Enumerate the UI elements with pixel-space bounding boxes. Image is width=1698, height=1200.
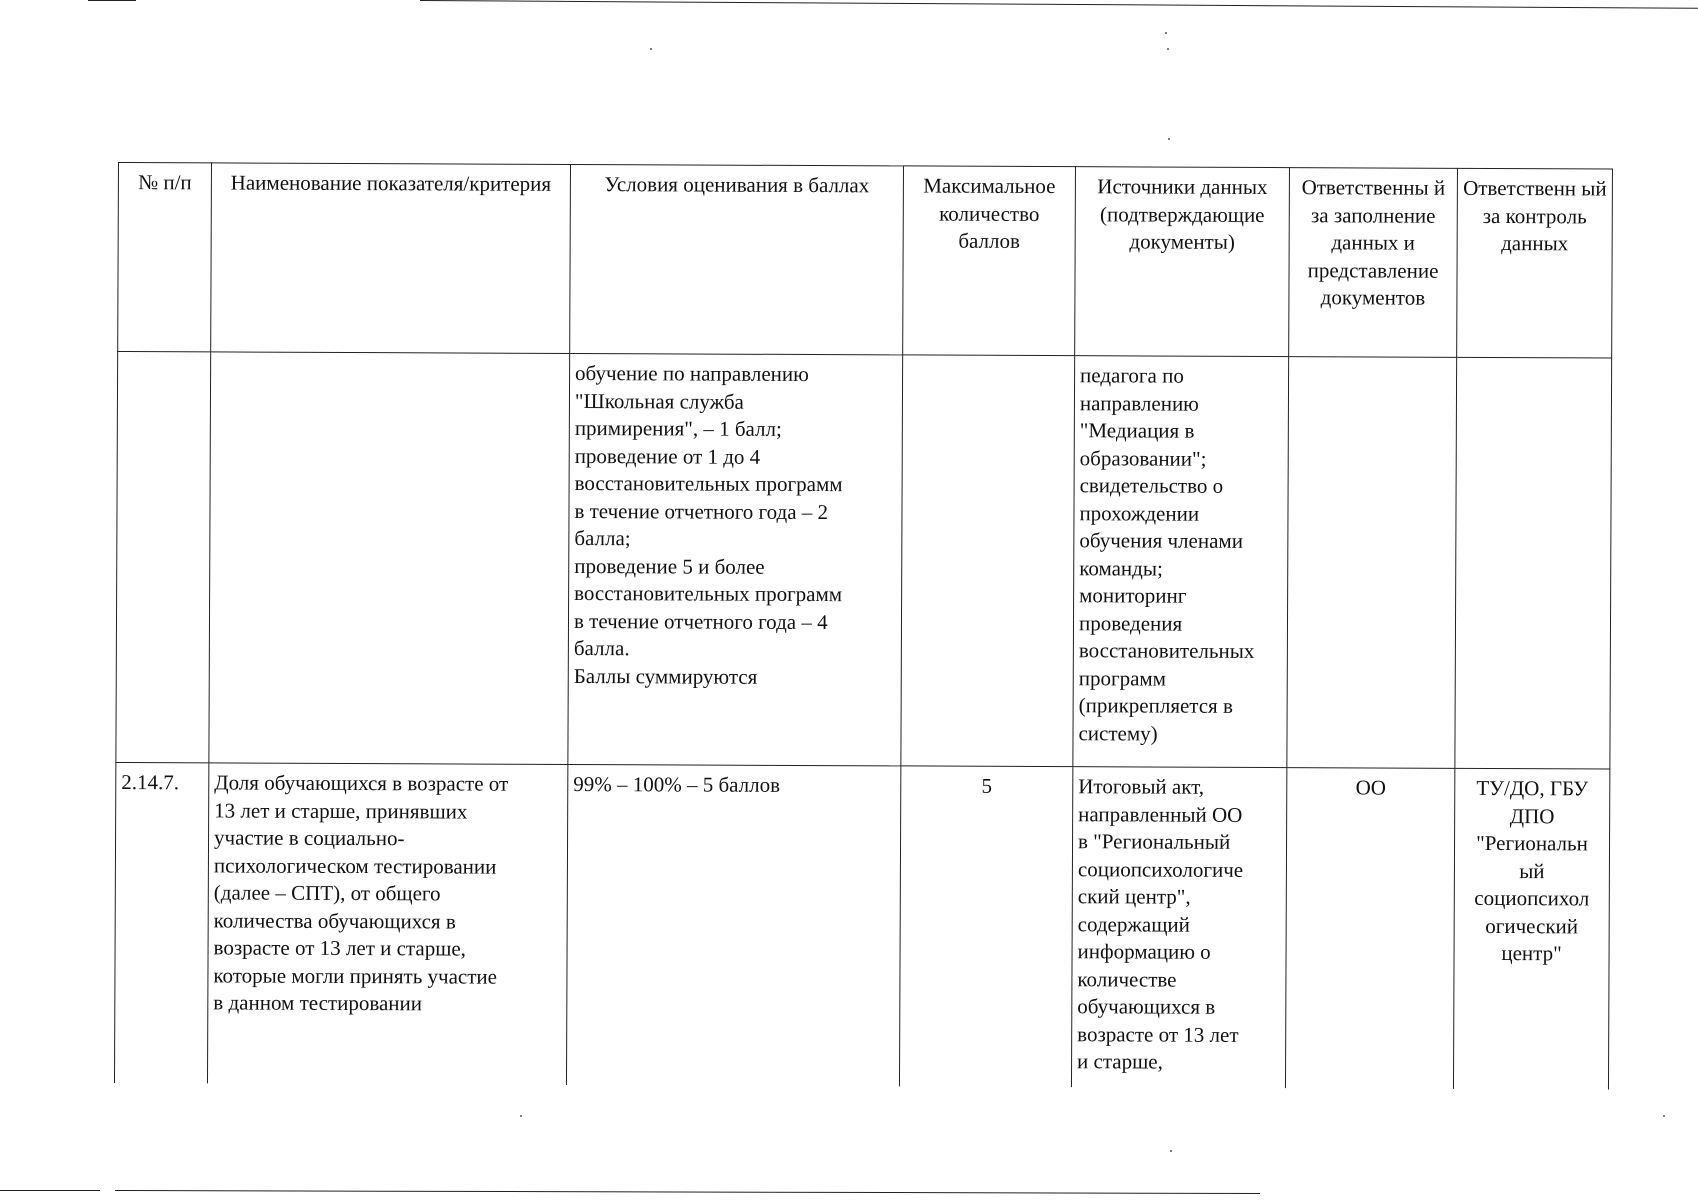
scan-edge-top [420,0,1698,9]
cell-responsible-control [1455,357,1612,769]
cell-indicator-name: Доля обучающихся в возрасте от 13 лет и старше, принявших участие в социально- психологическом тестировании (далее – СПТ), от общего количества обучающихся в возрасте от 13 лет и старше, которые могли принять участие в данном тестировании [207,763,567,1085]
scan-speck [1168,138,1170,140]
cell-responsible-fill [1287,357,1457,769]
scan-edge-bottom [115,1190,1260,1194]
cell-data-sources: педагога по направлению "Медиация в образовании"; свидетельство о прохождении обучения членами команды; мониторинг проведения восстановительных программ (прикрепляется в систему) [1073,356,1289,768]
cell-evaluation-conditions: 99% – 100% – 5 баллов [566,764,900,1086]
scan-speck [650,48,652,50]
header-number: № п/п [118,163,212,352]
scan-speck [1663,1115,1665,1117]
cell-responsible-fill: ОО [1285,768,1454,1089]
header-max-points: Максимальное количество баллов [903,166,1076,356]
header-data-sources: Источники данных (подтверждающие документы) [1075,167,1290,357]
scan-speck [1167,48,1169,50]
cell-evaluation-conditions: обучение по направлению "Школьная служба примирения", – 1 балл; проведение от 1 до 4 восстановительных программ в течение отчетного года – 2 балла; проведение 5 и более восстановительных программ в течение отчетного года – 4 балла. Баллы суммируются [568,353,903,765]
table-row [116,352,1612,770]
scan-edge-top-left [88,0,136,1]
header-evaluation-conditions: Условия оценивания в баллах [570,164,904,354]
header-responsible-fill: Ответственны й за заполнение данных и представление документов [1289,168,1458,358]
cell-data-sources: Итоговый акт, направленный ОО в "Региональный социопсихологиче ский центр", содержащий информацию о количестве обучающихся в возрасте от 13 лет и старше, [1071,767,1286,1088]
criteria-table [114,162,1613,1090]
cell-indicator-name [209,352,570,765]
scan-speck [520,1115,522,1117]
header-indicator-name: Наименование показателя/критерия [211,163,571,354]
scan-edge-bottom-left [0,1190,100,1191]
table-row [114,762,1609,1089]
scan-speck [1165,32,1167,34]
header-responsible-control: Ответственн ый за контроль данных [1457,168,1613,358]
cell-number [116,352,211,763]
cell-number: 2.14.7. [114,762,208,1083]
cell-max-points: 5 [899,766,1072,1087]
cell-responsible-control: ТУ/ДО, ГБУ ДПО "Региональн ый социопсихол огический центр" [1453,768,1609,1089]
table-header-row [118,163,1613,359]
cell-max-points [901,355,1075,767]
scan-speck [1170,1150,1172,1152]
